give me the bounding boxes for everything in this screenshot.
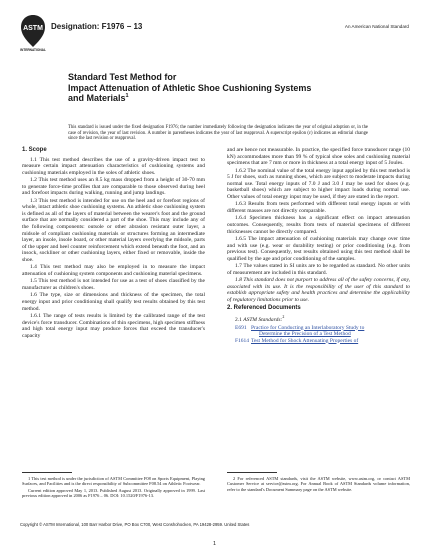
reference-title[interactable] [251,325,364,338]
para-2-1-num: 2.1 [235,316,244,323]
reference-title-line-1[interactable]: Test Method for Shock Attenuating Properties of [251,337,359,344]
copyright-line: Copyright © ASTM International, 100 Barr Harbor Drive, PO Box C700, West Conshohocken, PA 19428-2959. United States [20,522,250,527]
para-1-7: 1.7 The values stated in SI units are to be regarded as standard. No other units of measurement are included in this standard. [227,263,410,276]
reference-code[interactable]: E691 [235,324,247,331]
para-continued: and are hence not measurable. In practice, the specified force transducer range (10 kN) accommodates more than 99 % of typical shoe soles and cushioning material specimens that are 7 mm or more in thickness at a total energy input of 5 Joules. [227,147,410,167]
section-heading-scope: 1. Scope [22,147,47,153]
para-1-6-5: 1.6.5 The impact attenuation of cushioning materials may change over time and with use (e.g. wear or durability testing) or prior conditioning (e.g. from previous test). Consequently, test results obtained using this test method shall be qualified by the age and prior conditioning of the samples. [227,236,410,262]
para-2-1 [227,314,410,323]
document-title [68,72,368,104]
title-footnote-mark: 1 [125,93,129,99]
para-1-6-1: 1.6.1 The range of tests results is limited by the calibrated range of the test device's force transducer. Combinations of thin specimens, high specimen stiffness and high total energy input may produce forces that exceed the transducer's capacity [22,313,205,339]
logo-text: INTERNATIONAL [20,48,46,52]
issue-note: This standard is issued under the fixed designation F1976; the number immediately following the designation indicates the year of original adoption or, in the case of revision, the year of last revision. A number in parentheses indicates the year of last reapproval. A superscript epsilon (ε) indicates an editorial change since the last revision or reapproval. [68,125,368,142]
footnotes-left [22,476,205,499]
footnote-rule-left [22,472,72,473]
footnote-1-edition: Current edition approved May 1, 2013. Published August 2013. Originally approved in 1999. Last previous edition approved in 2006 as F1976 – 06. DOI: 10.1520/F1976-13. [22,487,205,498]
section-heading-references: 2. Referenced Documents [227,304,301,311]
page-number: 1 [212,541,217,547]
para-1-6-3: 1.6.3 Results from tests performed with different total energy inputs or with different masses are not directly comparable. [227,201,410,214]
para-1-6-2: 1.6.2 The nominal value of the total energy input applied by this test method is 5 J for shoes, such as running shoes, which are subject to moderate impacts during normal use. Total energy inputs of 7.0 J and 3.0 J may be used for shoes (e.g. basketball shoes) which are subject to higher impact loads during normal use. Other values of total energy input may be used, if they are stated in the report. [227,167,410,200]
astm-standards-label: ASTM Standards: [243,316,283,323]
para-1-2: 1.2 This test method uses an 8.5 kg mass dropped from a height of 30-70 mm to generate force-time profiles that are comparable to those observed during heel and forefoot impacts during walking, running and jump landings. [22,177,205,197]
footnote-rule-right [227,472,277,473]
para-1-4: 1.4 This test method may also be employed in to measure the impact attenuation of cushioning system components and cushioning material specimens. [22,264,205,277]
title-line-3-wrap [68,93,368,104]
standards-footnote-mark: 2 [282,314,285,320]
organization-label: An American National Standard [344,24,409,29]
footnote-2: 2 For referenced ASTM standards, visit the ASTM website, www.astm.org, or contact ASTM Customer Service at service@astm.org. For Annual Book of ASTM Standards volume information, refer to the standard's Document Summary page on the ASTM website. [227,476,410,492]
para-1-6: 1.6 The type, size or dimensions and thickness of the specimen, the total energy input and prior conditioning shall qualify test results obtained by this test method. [22,292,205,312]
reference-title-line-1[interactable]: Practice for Conducting an Interlaboratory Study to [251,324,365,331]
astm-logo-icon [20,14,46,52]
svg-text:ASTM: ASTM [23,25,43,32]
footnote-1: 1 This test method is under the jurisdiction of ASTM Committee F08 on Sports Equipment, Playing Surfaces, and Facilities and is the direct responsibility of Subcommittee F08.54 on Athletic Footwear. [22,476,205,487]
left-column [22,147,205,340]
para-1-5: 1.5 This test method is not intended for use as a test of shoes classified by the manufacturer as children's shoes. [22,278,205,291]
para-1-3: 1.3 This test method is intended for use on the heel and or forefoot regions of whole, intact athletic shoe cushioning systems. An athletic shoe cushioning system is defined as all of the layers of material between the wearer's foot and the ground surface that are normally considered a part of the shoe. This may include any of the following components: outsole or other abrasion resistant outer layer, a midsole of compliant cushioning materials or structures forming an intermediate layer, an insole, insole board, or other material layers overlying the midsole, parts of the upper and heel counter reinforcement which extend beneath the foot, and an insock, sockliner or other cushioning layers, either fixed or removable, inside the shoe. [22,197,205,263]
footnotes-right [227,476,410,493]
title-line-1: Standard Test Method for [68,72,177,82]
reference-list [227,325,410,345]
right-column [227,147,410,344]
para-1-6-4: 1.6.4 Specimen thickness has a significant effect on impact attenuation outcomes. Consequently, results from tests of material specimens of different thicknesses cannot be directly compared. [227,215,410,235]
reference-title-line-2[interactable]: Determine the Precision of a Test Method [259,331,351,338]
designation: Designation: F1976 − 13 [51,22,143,31]
title-line-2: Impact Attenuation of Athletic Shoe Cushioning Systems [68,82,312,93]
reference-title[interactable] [251,338,358,345]
reference-code[interactable]: F1614 [235,337,250,344]
reference-item[interactable] [235,338,410,345]
para-1-1: 1.1 This test method describes the use of a gravity-driven impact test to measure certain impact attenuation characteristics of cushioning systems and cushioning materials employed in the soles of athletic shoes. [22,156,205,176]
para-1-8: 1.8 This standard does not purport to address all of the safety concerns, if any, associated with its use. It is the responsibility of the user of this standard to establish appropriate safety and health practices and determine the applicability of regulatory limitations prior to use. [227,277,410,304]
reference-item[interactable] [235,325,410,338]
title-line-3: and Materials [68,93,126,103]
